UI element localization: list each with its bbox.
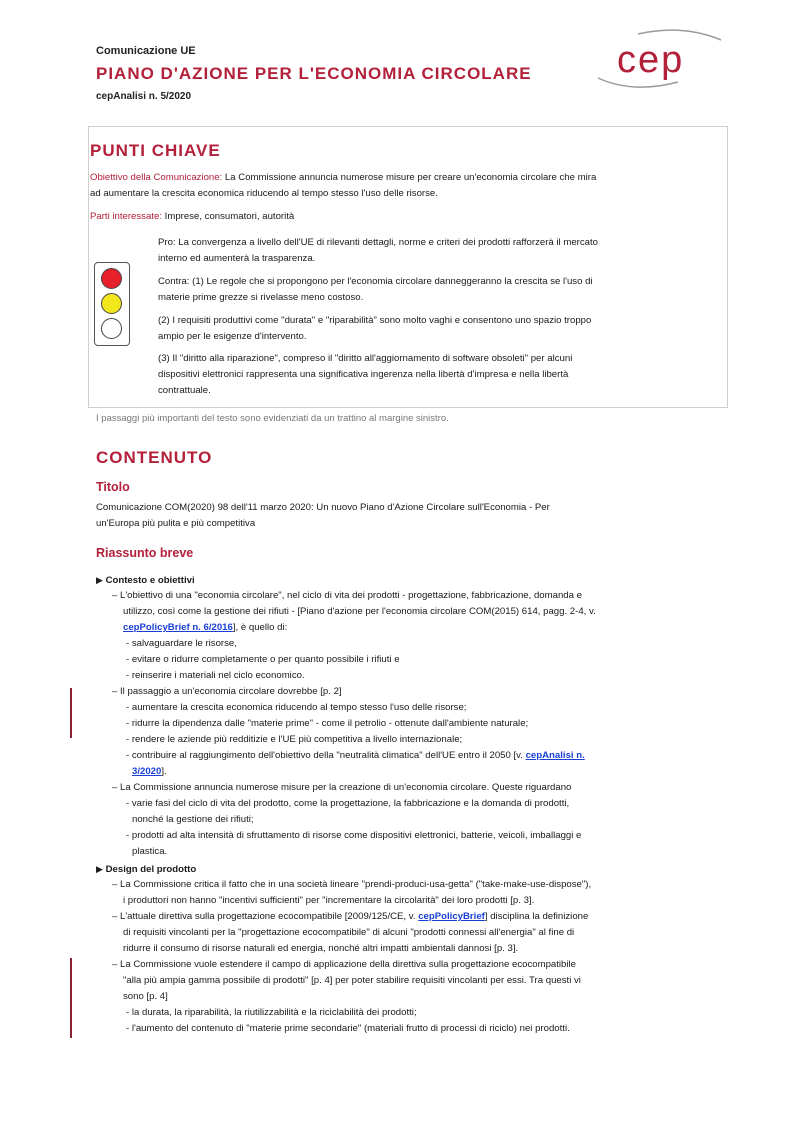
contra-2-block bbox=[158, 313, 714, 345]
design-c-line-2: "alla più ampia gamma possibile di prodotti" [p. 4] per poter stabilire requisiti vincolanti per essi. Tra questi vi bbox=[123, 975, 581, 986]
objective-label: Obiettivo della Comunicazione: bbox=[90, 172, 223, 183]
margin-bar bbox=[70, 688, 72, 738]
design-c-item-2: - l'aumento del contenuto di "materie prime secondarie" (materiali frutto di processi di riciclo) nei prodotti. bbox=[126, 1023, 570, 1034]
context-c: La Commissione annuncia numerose misure per la creazione di un'economia circolare. Queste riguardano bbox=[120, 782, 572, 793]
design-c-item-1: - la durata, la riparabilità, la riutilizzabilità e la riciclabilità dei prodotti; bbox=[126, 1007, 417, 1018]
contra-3-block bbox=[158, 351, 714, 399]
section-context-heading bbox=[96, 572, 195, 589]
context-b-item-3: - rendere le aziende più redditizie e l'UE più competitiva a livello internazionale; bbox=[126, 734, 463, 745]
key-points-title: PUNTI CHIAVE bbox=[90, 141, 221, 160]
design-b-line-2: di requisiti vincolanti per la "progettazione ecocompatibile" di alcuni "prodotti connessi all'energia" al fine di bbox=[123, 927, 575, 938]
objective-text-1: La Commissione annuncia numerose misure per creare un'economia circolare che mira bbox=[222, 172, 597, 183]
context-a-line-3: ], è quello di: bbox=[232, 622, 288, 633]
yellow-lamp bbox=[101, 293, 122, 314]
context-a-line-2: utilizzo, così come la gestione dei rifiuti - [Piano d'azione per l'economia circolare COM(2015) 614, pagg. 2-4, v. bbox=[123, 606, 596, 617]
design-list: – La Commissione critica il fatto che in una società lineare "prendi-produci-usa-getta" ("take-make-use-dispose"), i produttori non hanno "incentivi sufficienti" per "incrementare la circolarità" dei loro prodotti [p. 3]. – L'attuale direttiva sulla progettazione ecocompatibile [2009/125/CE, v. cepPolicyBrief] disciplina la definizione di requisiti vincolanti per la "progettazione ecocompatibile" di alcuni "prodotti connessi all'energia" al fine di ridurre il consumo di risorse naturali ed energia, nonché altri impatti ambientali dannosi [p. 3]. – La Commissione vuole estendere il campo di applicazione della direttiva sulla progettazione ecocompatibile "alla più ampia gamma possibile di prodotti" [p. 4] per poter stabilire requisiti vincolanti per essi. Tra questi vi sono [p. 4] - la durata, la riparabilità, la riutilizzabilità e la riciclabilità dei prodotti; - l'aumento del contenuto di "materie prime secondarie" (materiali frutto di processi di riciclo) nei prodotti. bbox=[112, 877, 708, 1037]
red-lamp bbox=[101, 268, 122, 289]
summary-heading: Riassunto breve bbox=[96, 546, 194, 560]
context-c-item-1a: - varie fasi del ciclo di vita del prodotto, come la progettazione, la fabbricazione e la domanda di prodotti, bbox=[126, 798, 570, 809]
parties-label: Parti interessate: bbox=[90, 211, 162, 222]
context-a-item-3: - reinserire i materiali nel ciclo economico. bbox=[126, 670, 305, 681]
pro-block bbox=[158, 235, 714, 267]
context-a-item-1: - salvaguardare le risorse, bbox=[126, 638, 237, 649]
objective bbox=[90, 170, 714, 202]
objective-text-2: ad aumentare la crescita economica riducendo al tempo stesso l'uso delle risorse. bbox=[90, 188, 438, 199]
contra-2-line-1: (2) I requisiti produttivi come "durata" e "riparabilità" sono molto vaghi e consentono uno spazio troppo bbox=[158, 315, 592, 326]
design-b-line-1a: L'attuale direttiva sulla progettazione ecocompatibile [2009/125/CE, v. bbox=[120, 911, 419, 922]
contra-1-line-2: materie prime grezze si rivelasse meno costoso. bbox=[158, 292, 364, 303]
titolo-line-2: un'Europa più pulita e più competitiva bbox=[96, 518, 256, 529]
series-label: Comunicazione UE bbox=[96, 45, 196, 57]
cepanalisi-link-part-1[interactable]: cepAnalisi n. bbox=[525, 750, 585, 761]
document-number: cepAnalisi n. 5/2020 bbox=[96, 91, 192, 102]
context-a-item-2: - evitare o ridurre completamente o per quanto possibile i rifiuti e bbox=[126, 654, 400, 665]
policybrief-link-2[interactable]: cepPolicyBrief bbox=[418, 911, 485, 922]
titolo-text bbox=[96, 500, 706, 532]
design-b-line-3: ridurre il consumo di risorse naturali ed energia, nonché altri impatti ambientali dannosi [p. 3]. bbox=[123, 943, 519, 954]
triangle-bullet-icon: ▶ bbox=[96, 864, 103, 874]
section-design-title: Design del prodotto bbox=[105, 864, 197, 875]
traffic-light-icon bbox=[94, 262, 130, 346]
context-b-item-1: - aumentare la crescita economica riducendo al tempo stesso l'uso delle risorse; bbox=[126, 702, 467, 713]
context-b-item-4-end: ]. bbox=[161, 766, 167, 777]
context-c-item-2b: plastica. bbox=[132, 846, 168, 857]
context-list: – L'obiettivo di una "economia circolare", nel ciclo di vita dei prodotti - progettazione, fabbricazione, domanda e utilizzo, così come la gestione dei rifiuti - [Piano d'azione per l'economia circolare COM(2015) 614, pagg. 2-4, v. cepPolicyBrief n. 6/2016], è quello di: - salvaguardare le risorse, - evitare o ridurre completamente o per quanto possibile i rifiuti e - reinserire i materiali nel ciclo economico. – Il passaggio a un'economia circolare dovrebbe [p. 2] - aumentare la crescita economica riducendo al tempo stesso l'uso delle risorse; - ridurre la dipendenza dalle "materie prime" - come il petrolio - ottenute dall'ambiente naturale; - rendere le aziende più redditizie e l'UE più competitiva a livello internazionale; - contribuire al raggiungimento dell'obiettivo della "neutralità climatica" dell'UE entro il 2050 [v. cepAnalisi n. 3/2020]. – La Commissione annuncia numerose misure per la creazione di un'economia circolare. Queste riguardano - varie fasi del ciclo di vita del prodotto, come la progettazione, la fabbricazione e la domanda di prodotti, nonché la gestione dei rifiuti; - prodotti ad alta intensità di sfruttamento di risorse come dispositivi elettronici, batterie, veicoli, imballaggi e plastica. bbox=[112, 588, 708, 860]
design-a-line-1: La Commissione critica il fatto che in una società lineare "prendi-produci-usa-getta" ("take-make-use-dispose"), bbox=[120, 879, 592, 890]
design-c-line-3: sono [p. 4] bbox=[123, 991, 168, 1002]
titolo-line-1: Comunicazione COM(2020) 98 dell'11 marzo 2020: Un nuovo Piano d'Azione Circolare sull'Economia - Per bbox=[96, 502, 550, 513]
white-lamp bbox=[101, 318, 122, 339]
context-b-item-4: - contribuire al raggiungimento dell'obiettivo della "neutralità climatica" dell'UE entro il 2050 [v. bbox=[126, 750, 526, 761]
titolo-heading: Titolo bbox=[96, 480, 130, 494]
document-title: PIANO D'AZIONE PER L'ECONOMIA CIRCOLARE bbox=[96, 64, 532, 83]
logo-text: cep bbox=[617, 39, 685, 81]
contra-3-line-3: contrattuale. bbox=[158, 385, 211, 396]
pro-line-1: Pro: La convergenza a livello dell'UE di rilevanti dettagli, norme e criteri dei prodotti rafforzerà il mercato bbox=[158, 237, 598, 248]
design-c-line-1: La Commissione vuole estendere il campo di applicazione della direttiva sulla progettazione ecocompatibile bbox=[120, 959, 576, 970]
cep-logo bbox=[593, 26, 723, 98]
margin-bar bbox=[70, 958, 72, 1038]
section-context-title: Contesto e obiettivi bbox=[105, 575, 195, 586]
contra-1-block bbox=[158, 274, 714, 306]
contra-3-line-1: (3) Il "diritto alla riparazione", compreso il "diritto all'aggiornamento di software obsoleti" per alcuni bbox=[158, 353, 573, 364]
context-b: Il passaggio a un'economia circolare dovrebbe [p. 2] bbox=[120, 686, 342, 697]
cepanalisi-link-part-2[interactable]: 3/2020 bbox=[132, 766, 162, 777]
context-b-item-2: - ridurre la dipendenza dalle "materie prime" - come il petrolio - ottenute dall'ambiente naturale; bbox=[126, 718, 529, 729]
triangle-bullet-icon: ▶ bbox=[96, 575, 103, 585]
context-c-item-2a: - prodotti ad alta intensità di sfruttamento di risorse come dispositivi elettronici, batterie, veicoli, imballaggi e bbox=[126, 830, 582, 841]
design-b-line-1b: ] disciplina la definizione bbox=[484, 911, 589, 922]
pro-line-2: interno ed aumenterà la trasparenza. bbox=[158, 253, 316, 264]
parties-text: Imprese, consumatori, autorità bbox=[162, 211, 295, 222]
contra-2-line-2: ampio per le esigenze d'intervento. bbox=[158, 331, 307, 342]
margin-note: I passaggi più importanti del testo sono evidenziati da un trattino al margine sinistro. bbox=[96, 413, 449, 424]
section-design-heading bbox=[96, 861, 196, 878]
contra-3-line-2: dispositivi elettronici rappresenta una significativa ingerenza nella libertà d'impresa e nella libertà bbox=[158, 369, 569, 380]
parties bbox=[90, 209, 294, 225]
contra-1-line-1: Contra: (1) Le regole che si propongono per l'economia circolare danneggeranno la crescita se l'uso di bbox=[158, 276, 593, 287]
policybrief-link[interactable]: cepPolicyBrief n. 6/2016 bbox=[123, 622, 233, 633]
content-title: CONTENUTO bbox=[96, 448, 213, 467]
design-a-line-2: i produttori non hanno "incentivi sufficienti" per "incrementare la circolarità" dei loro prodotti [p. 3]. bbox=[123, 895, 535, 906]
context-c-item-1b: nonché la gestione dei rifiuti; bbox=[132, 814, 254, 825]
context-a-line-1: L'obiettivo di una "economia circolare", nel ciclo di vita dei prodotti - progettazione, fabbricazione, domanda e bbox=[120, 590, 582, 601]
